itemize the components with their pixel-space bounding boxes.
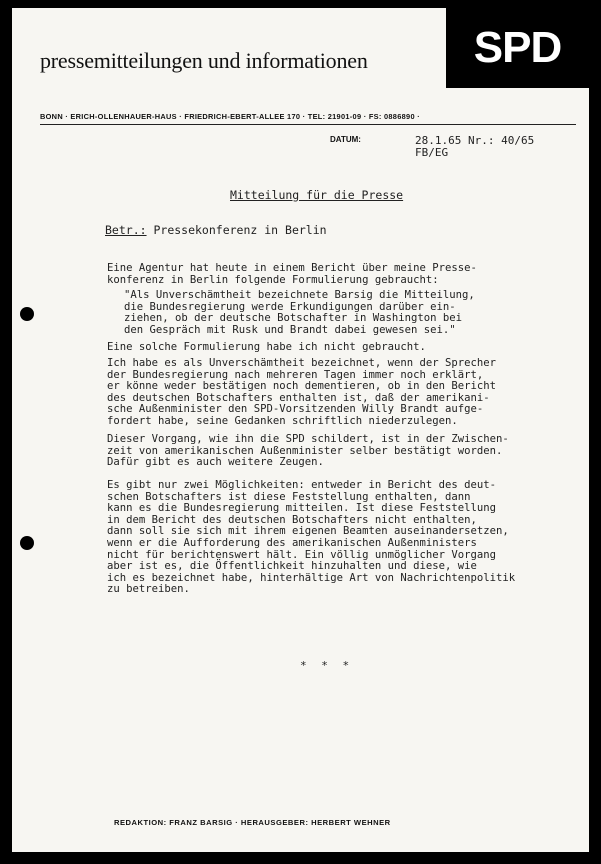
datum-label: DATUM: bbox=[330, 135, 361, 144]
spd-logo: SPD bbox=[446, 8, 589, 88]
paragraph-intro: Eine Agentur hat heute in einem Bericht über meine Presse- konferenz in Berlin folgende Formulierung gebraucht: bbox=[107, 262, 477, 286]
subject-label: Betr.: bbox=[105, 223, 147, 237]
closing-asterisks: * * * bbox=[300, 659, 354, 672]
masthead-title: pressemitteilungen und informationen bbox=[40, 48, 368, 73]
footer-credits: REDAKTION: FRANZ BARSIG · HERAUSGEBER: HERBERT WEHNER bbox=[114, 818, 391, 827]
paragraph-options: Es gibt nur zwei Möglichkeiten: entweder in Bericht des deut- schen Botschafters ist diese Feststellung enthalten, dann kann es die Bundesregierung mitteilen. Ist diese Feststellung in dem Bericht des deutschen Botschafters nicht enthalten, dann soll sie sich mit ihrem eigenen Beamten auseinandersetzen, wenn er die Aufforderung des amerikanischen Außenministers nicht für berichtenswert hält. Ein völlig unmöglicher Vorgang aber ist es, die Öffentlichkeit hinzuhalten und diese, wie ich es bezeichnet habe, hinterhältige Art von Nachrichtenpolitik zu betreiben. bbox=[107, 479, 516, 596]
subject-line bbox=[105, 223, 327, 237]
header-divider bbox=[40, 124, 576, 125]
binder-hole-bottom bbox=[20, 536, 34, 550]
document-page bbox=[12, 8, 589, 852]
paragraph-denial: Eine solche Formulierung habe ich nicht gebraucht. bbox=[107, 341, 426, 353]
datum-value: 28.1.65 Nr.: 40/65 bbox=[415, 134, 535, 147]
reference-code: FB/EG bbox=[415, 146, 449, 159]
paragraph-quote: "Als Unverschämtheit bezeichnete Barsig die Mitteilung, die Bundesregierung werde Erkundigungen darüber ein- ziehen, ob der deutsche Botschafter in Washington bei den Gespräch mit Rusk und Brandt dabei gewesen sei." bbox=[124, 289, 475, 336]
subject-text: Pressekonferenz in Berlin bbox=[146, 223, 327, 237]
paragraph-confirmation: Dieser Vorgang, wie ihn die SPD schildert, ist in der Zwischen- zeit von amerikanischen Außenminister selber bestätigt worden. Dafür gibt es auch weitere Zeugen. bbox=[107, 433, 509, 469]
address-line: BONN · ERICH-OLLENHAUER-HAUS · FRIEDRICH-EBERT-ALLEE 170 · TEL: 21901-09 · FS: 0886890 · bbox=[40, 112, 420, 121]
paragraph-explanation: Ich habe es als Unverschämtheit bezeichnet, wenn der Sprecher der Bundesregierung nach mehreren Tagen immer noch erklärt, er könne weder bestätigen noch dementieren, ob in den Bericht des deutschen Botschafters enthalten ist, daß der amerikani- sche Außenminister den SPD-Vorsitzenden Willy Brandt aufge- fordert habe, seine Gedanken schriftlich niederzulegen. bbox=[107, 357, 497, 427]
binder-hole-top bbox=[20, 307, 34, 321]
document-heading: Mitteilung für die Presse bbox=[230, 188, 404, 202]
